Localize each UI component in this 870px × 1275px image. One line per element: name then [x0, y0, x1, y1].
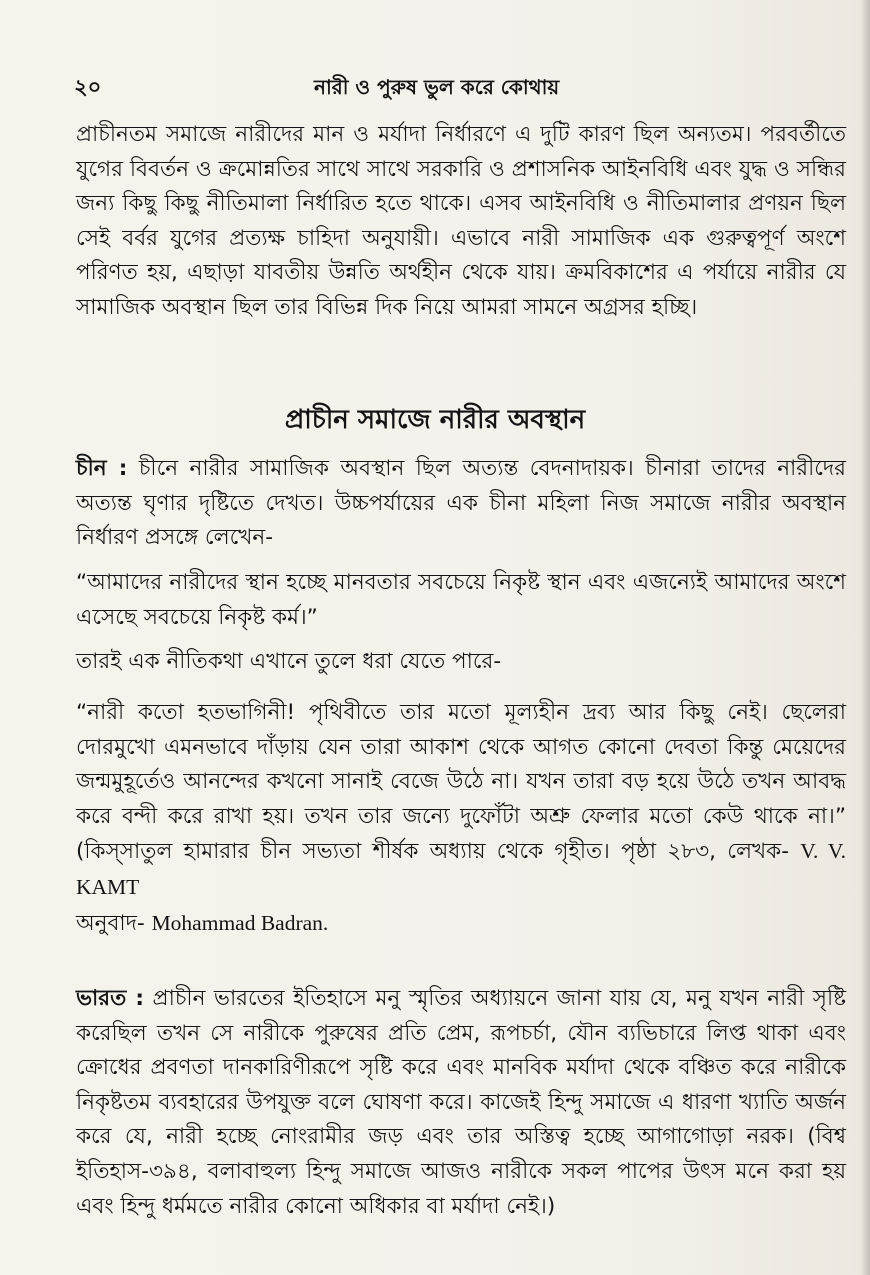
india-text: প্রাচীন ভারতের ইতিহাসে মনু স্মৃতির অধ্যায়নে জানা যায় যে, মনু যখন নারী সৃষ্টি করেছিল তখন সে নারীকে পুরুষের প্রতি প্রেম, রূপচর্চা, যৌন ব্যভিচারে লিপ্ত থাকা এবং ক্রোধের প্রবণতা দানকারিণীরূপে সৃষ্টি করে এবং মানবিক মর্যাদা থেকে বঞ্চিত করে নারীকে নিকৃষ্টতম ব্যবহারের উপযুক্ত বলে ঘোষণা করে। কাজেই হিন্দু সমাজে এ ধারণা খ্যাতি অর্জন করে যে, নারী হচ্ছে নোংরামীর জড় এবং তার অস্তিত্ব হচ্ছে আগাগোড়া নরক। (বিশ্ব ইতিহাস-৩৯৪, বলাবাহুল্য হিন্দু সমাজে আজও নারীকে সকল পাপের উৎস মনে করা হয় এবং হিন্দু ধর্মমতে নারীর কোনো অধিকার বা মর্যাদা নেই।) — [76, 986, 846, 1219]
page-number: ২০ — [74, 75, 102, 99]
translator-prefix: অনুবাদ- — [76, 910, 145, 936]
intro-paragraph: প্রাচীনতম সমাজে নারীদের মান ও মর্যাদা নির্ধারণে এ দুটি কারণ ছিল অন্যতম। পরবর্তীতে যুগের বিবর্তন ও ক্রমোন্নতির সাথে সাথে সরকারি ও প্রশাসনিক আইনবিধি এবং যুদ্ধ ও সন্ধির জন্য কিছু কিছু নীতিমালা নির্ধারিত হতে থাকে। এসব আইনবিধি ও নীতিমালার প্রণয়ন ছিল সেই বর্বর যুগের প্রত্যক্ষ চাহিদা অনুযায়ী। এভাবে নারী সামাজিক এক গুরুত্বপূর্ণ অংশে পরিণত হয়, এছাড়া যাবতীয় উন্নতি অর্থহীন থেকে যায়। ক্রমবিকাশের এ পর্যায়ে নারীর যে সামাজিক অবস্থান ছিল তার বিভিন্ন দিক নিয়ে আমরা সামনে অগ্রসর হচ্ছি। — [76, 122, 846, 320]
china-paragraph — [76, 452, 846, 556]
quote-two-author: V. V. KAMT — [76, 839, 847, 899]
china-text: চীনে নারীর সামাজিক অবস্থান ছিল অত্যন্ত বেদনাদায়ক। চীনারা তাদের নারীদের অত্যন্ত ঘৃণার দৃষ্টিতে দেখত। উচ্চপর্যায়ের এক চীনা মহিলা নিজ সমাজে নারীর অবস্থান নির্ধারণ প্রসঙ্গে লেখেন- — [76, 456, 847, 551]
page-edge-shadow — [860, 0, 870, 1275]
page-header — [74, 72, 844, 106]
china-label: চীন : — [76, 456, 128, 481]
transition-line: তারই এক নীতিকথা এখানে তুলে ধরা যেতে পারে- — [76, 649, 502, 674]
quote-one: “আমাদের নারীদের স্থান হচ্ছে মানবতার সবচেয়ে নিকৃষ্ট স্থান এবং এজন্যেই আমাদের অংশে এসেছে সবচেয়ে নিকৃষ্ট কর্ম।” — [76, 570, 846, 630]
quote-two-text: “নারী কতো হতভাগিনী! পৃথিবীতে তার মতো মূল্যহীন দ্রব্য আর কিছু নেই। ছেলেরা দোরমুখো এমনভাবে দাঁড়ায় যেন তারা আকাশ থেকে আগত কোনো দেবতা কিন্তু মেয়েদের জন্মমুহূর্তেও আনন্দের কখনো সানাই বেজে উঠে না। যখন তারা বড় হয়ে উঠে তখন আবদ্ধ করে বন্দী করে রাখা হয়। তখন তার জন্যে দুফোঁটা অশ্রু ফেলার মতো কেউ থাকে না।” (কিস্সাতুল হামারার চীন সভ্যতা শীর্ষক অধ্যায় থেকে গৃহীত। পৃষ্ঠা ২৮৩, লেখক- — [76, 700, 846, 865]
quote-two — [76, 696, 846, 941]
running-title: নারী ও পুরুষ ভুল করে কোথায় — [314, 75, 560, 99]
india-label: ভারত : — [76, 986, 144, 1011]
section-heading: প্রাচীন সমাজে নারীর অবস্থান — [284, 405, 586, 435]
india-paragraph — [76, 982, 846, 1224]
translator-name: Mohammad Badran. — [151, 910, 329, 935]
